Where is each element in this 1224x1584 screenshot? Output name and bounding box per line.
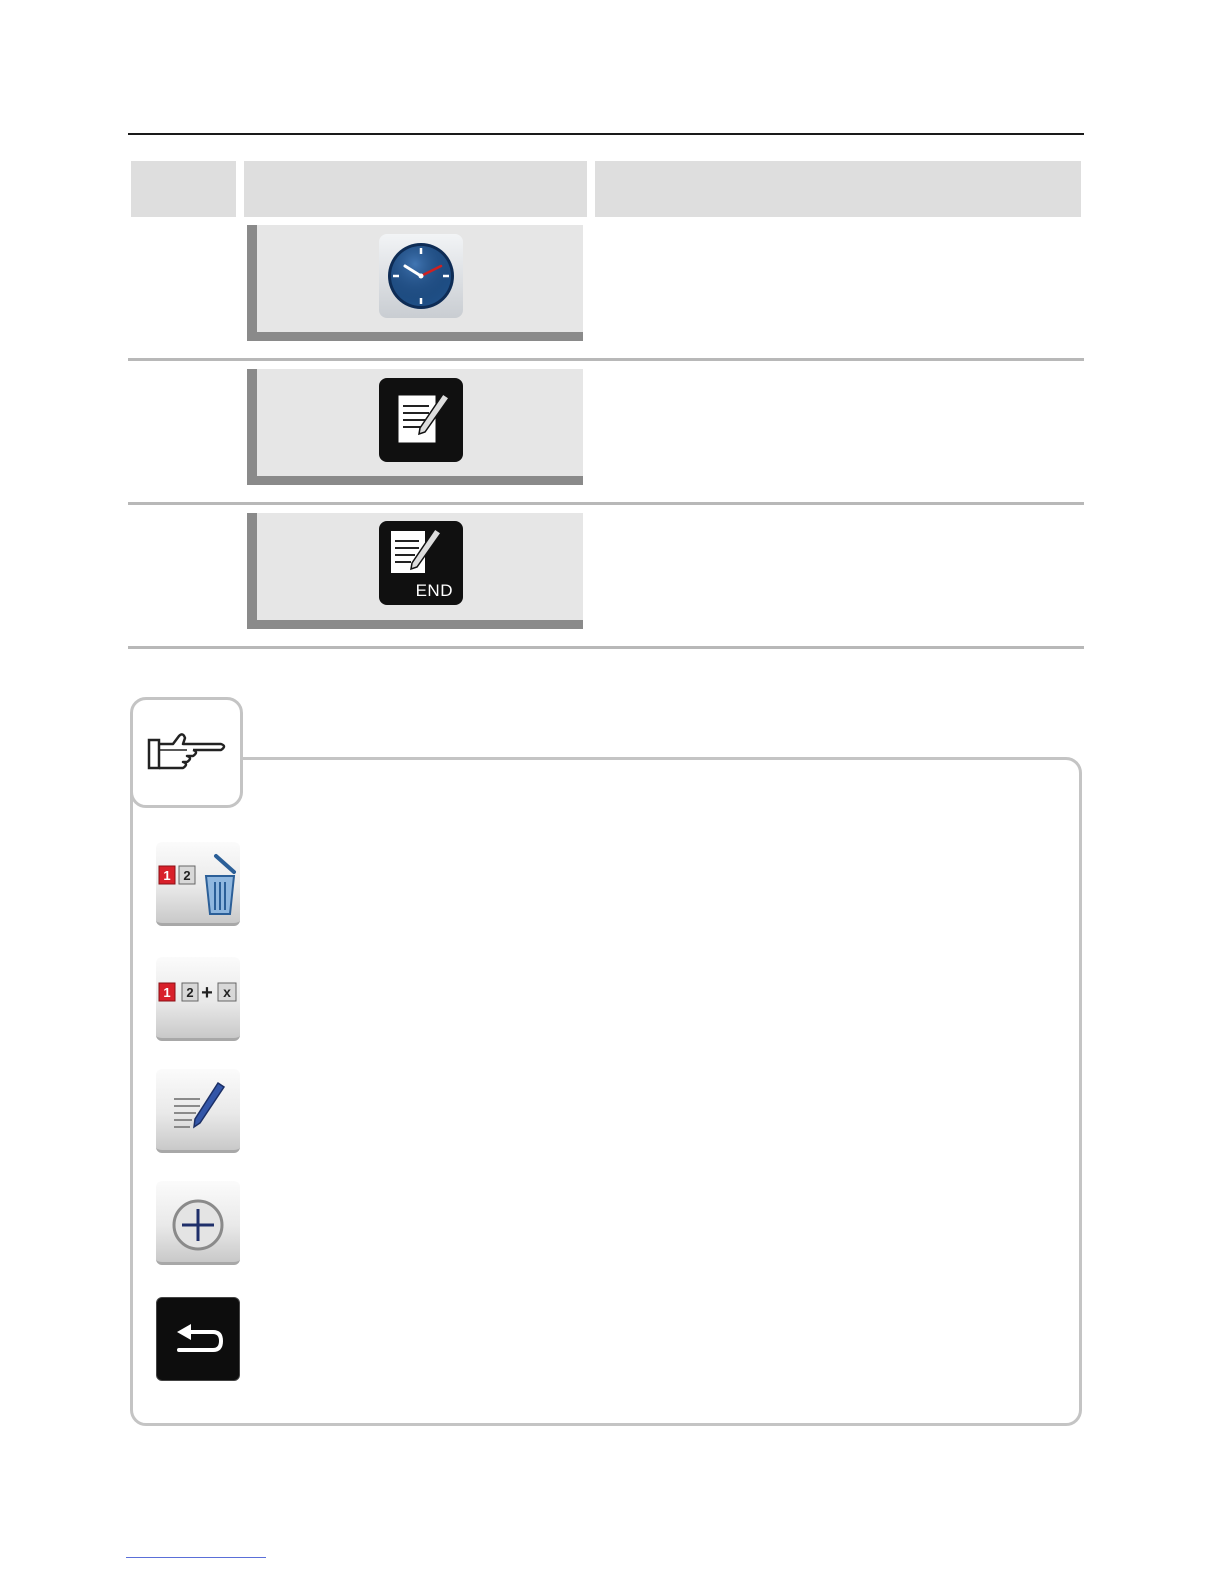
badge-1-label: 1 [163,868,171,883]
numbered-items-plus-x-icon[interactable] [156,957,240,1041]
row-divider [128,502,1084,505]
note-end-icon[interactable] [379,521,463,605]
table-header-cell-3 [595,161,1081,217]
note-tab [130,697,243,808]
add-circle-icon[interactable] [156,1181,240,1265]
footnote-rule [126,1557,266,1558]
row-divider [128,358,1084,361]
badge-2-label: 2 [186,985,194,1000]
badge-1-label: 1 [163,985,171,1000]
plus-label: + [201,982,213,1004]
table-header-cell-1 [131,161,236,217]
pencil-lines-icon[interactable] [156,1069,240,1153]
table-header-cell-2 [244,161,587,217]
clock-icon[interactable] [379,234,463,318]
top-rule [128,133,1084,135]
end-label: END [415,581,453,600]
pointing-hand-icon [147,728,229,778]
note-edit-icon[interactable] [379,378,463,462]
note-box [130,757,1082,1426]
x-label: x [223,984,231,1000]
row-divider [128,646,1084,649]
delete-numbered-items-icon[interactable] [156,842,240,926]
badge-2-label: 2 [183,868,191,883]
return-arrow-icon[interactable] [156,1297,240,1381]
